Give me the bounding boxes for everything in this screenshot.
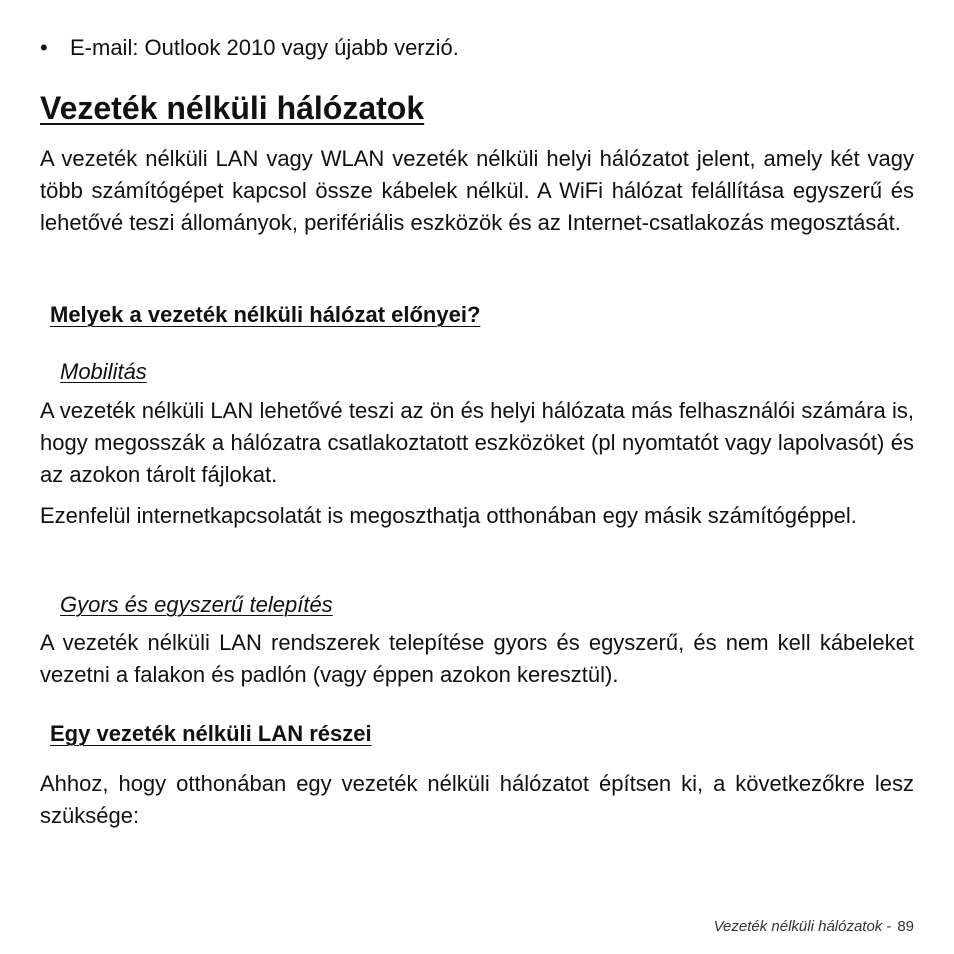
intro-paragraph: A vezeték nélküli LAN vagy WLAN vezeték nélküli helyi hálózatot jelent, amely két vagy több számítógépet kapcsol össze kábelek nélkül. A WiFi hálózat felállítása egyszerű és lehetővé teszi állományok, perifériális eszközök és az Internet-csatlakozás megosztását. [40, 146, 914, 235]
page-number: 89 [897, 918, 914, 935]
parts-heading: Egy vezeték nélküli LAN részei [50, 721, 372, 746]
bullet-item [40, 34, 459, 62]
footer-chapter: Vezeték nélküli hálózatok [713, 918, 883, 935]
page-footer [714, 917, 914, 937]
footer-separator: - [886, 918, 892, 935]
advantages-heading: Melyek a vezeték nélküli hálózat előnyei? [50, 302, 481, 327]
mobility-paragraph-2: Ezenfelül internetkapcsolatát is megoszthatja otthonában egy másik számítógéppel. [40, 503, 857, 528]
install-heading: Gyors és egyszerű telepítés [60, 592, 333, 617]
mobility-paragraph-1: A vezeték nélküli LAN lehetővé teszi az ön és helyi hálózata más felhasználói számára is, hogy megosszák a hálózatra csatlakoztatott eszközöket (pl nyomtatót vagy lapolvasót) és az azokon tárolt fájlokat. [40, 398, 914, 487]
install-paragraph: A vezeték nélküli LAN rendszerek telepítése gyors és egyszerű, és nem kell kábeleket vezetni a falakon és padlón (vagy éppen azokon keresztül). [40, 630, 914, 687]
parts-paragraph: Ahhoz, hogy otthonában egy vezeték nélküli hálózatot építsen ki, a következőkre lesz szüksége: [40, 771, 914, 828]
mobility-heading: Mobilitás [60, 359, 147, 384]
section-title: Vezeték nélküli hálózatok [40, 90, 425, 126]
bullet-marker: • [40, 35, 48, 60]
bullet-text: E-mail: Outlook 2010 vagy újabb verzió. [70, 35, 459, 60]
